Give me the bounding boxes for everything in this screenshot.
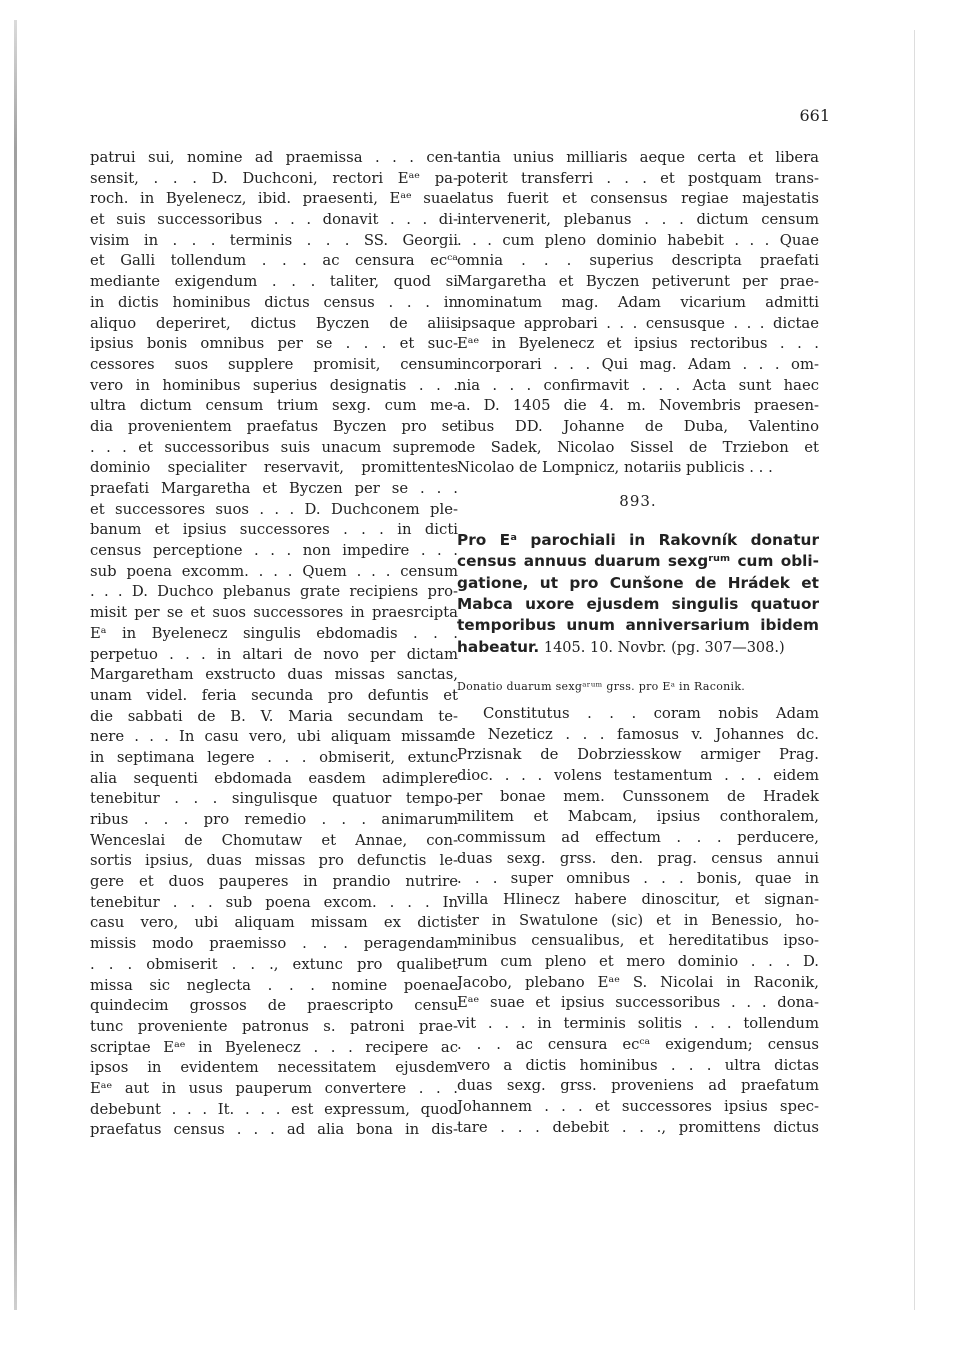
text-line: praefati Margaretha et Byczen per se . . .	[90, 480, 458, 497]
text-line: aliquo deperiret, dictus Byczen de aliis	[90, 314, 458, 332]
text-line: roch. in Byelenecz, ibid. praesenti, Eᵃᵉ suae	[90, 190, 458, 208]
text-line: ter in Swatulone (sic) et in Benessio, ho-	[457, 911, 819, 929]
text-line: praefatus census . . . ad alia bona in dis-	[90, 1121, 458, 1139]
text-line: ipsaque approbari . . . censusque . . . dictae	[457, 314, 819, 332]
text-line: tantia unius milliaris aeque certa et libera	[457, 149, 819, 166]
heading-line: census annuus duarum sexgʳᵘᵐ cum obli-	[457, 552, 819, 571]
document-number: 893.	[619, 492, 657, 510]
text-line: per bonae mem. Cunssonem de Hradek	[457, 787, 819, 805]
text-line: unam videl. feria secunda pro defuntis et	[90, 686, 458, 704]
scan-margin-line	[914, 30, 915, 1310]
text-line: tare . . . debebit . . ., promittens dictus	[457, 1118, 819, 1136]
text-line: dioc. . . . volens testamentum . . . eidem	[457, 766, 819, 784]
text-line: alia sequenti ebdomada easdem adimplere	[90, 769, 458, 787]
text-line: . . . ac censura ecᶜᵃ exigendum; census	[457, 1035, 819, 1053]
text-line: dia provenientem praefatus Byczen pro se	[90, 417, 458, 435]
text-line: . . . obmiserit . . ., extunc pro qualibet	[90, 955, 458, 973]
text-line: ipsius bonis omnibus per se . . . et suc-	[90, 335, 458, 353]
text-line: poterit transferri . . . et postquam trans-	[457, 169, 819, 187]
text-line: Constitutus . . . coram nobis Adam	[483, 704, 819, 722]
text-line: in septimana legere . . . obmiserit, extunc	[90, 748, 458, 766]
text-line: scriptae Eᵃᵉ in Byelenecz . . . recipere ac	[90, 1038, 458, 1056]
text-line: ipsos in evidentem necessitatem ejusdem	[90, 1059, 458, 1077]
text-line: patrui sui, nomine ad praemissa . . . cen-	[90, 149, 458, 166]
text-line: intervenerit, plebanus . . . dictum censum	[457, 211, 819, 229]
text-line: . . . cum pleno dominio habebit . . . Quae	[457, 231, 819, 249]
text-line: Margaretham exstructo duas missas sanctas,	[90, 666, 458, 684]
text-line: omnia . . . superius descripta praefati	[457, 252, 819, 270]
text-line: Eᵃ in Byelenecz singulis ebdomadis . . .	[90, 624, 458, 642]
text-line: Eᵃᵉ aut in usus pauperum convertere . . .	[90, 1079, 458, 1097]
document-heading	[457, 530, 819, 659]
text-line: tenebitur . . . singulisque quatuor tempo-	[90, 790, 458, 808]
text-line: die sabbati de B. V. Maria secundam te-	[90, 707, 458, 725]
text-line: de Nezeticz . . . famosus v. Johannes dc.	[457, 725, 819, 743]
text-line: . . . super omnibus . . . bonis, quae in	[457, 870, 819, 888]
text-line: misit per se et suos successores in praesrcipta	[90, 604, 458, 622]
heading-date: 1405. 10. Novbr. (pg. 307—308.)	[539, 639, 785, 656]
text-line: in dictis hominibus dictus census . . . in	[90, 293, 458, 311]
text-line: tenebitur . . . sub poena excom. . . . In	[90, 893, 458, 911]
text-line: banum et ipsius successores . . . in dicti	[90, 521, 458, 539]
text-line: visim in . . . terminis . . . SS. Georgii	[90, 231, 458, 249]
text-line: dominio specialiter reservavit, promittentes	[90, 459, 458, 477]
text-line: mediante exigendum . . . taliter, quod si	[90, 273, 458, 291]
text-line: Margaretha et Byczen petiverunt per prae-	[457, 273, 819, 291]
text-line: missa sic neglecta . . . nomine poenae	[90, 976, 458, 994]
text-line: gere et duos pauperes in prandio nutrire	[90, 873, 458, 891]
heading-line: temporibus unum anniversarium ibidem	[457, 616, 819, 635]
heading-line: Mabca uxore ejusdem singulis quatuor	[457, 594, 819, 613]
heading-last-bold: habeatur.	[457, 637, 540, 656]
scan-binding-edge	[14, 20, 17, 1310]
text-line: missis modo praemisso . . . peragendam	[90, 935, 458, 953]
text-line: ultra dictum censum trium sexg. cum me-	[90, 397, 458, 415]
heading-line: Pro Eᵃ parochiali in Rakovník donatur	[457, 530, 819, 549]
heading-line	[457, 637, 819, 659]
left-column	[90, 148, 458, 1141]
heading-line: gatione, ut pro Cunšone de Hrádek et	[457, 573, 819, 592]
text-line: vit . . . in terminis solitis . . . tollendum	[457, 1015, 819, 1033]
text-line: quindecim grossos de praescripto censu	[90, 997, 458, 1015]
text-line: et successores suos . . . D. Duchconem ple-	[90, 500, 458, 518]
text-line: debebunt . . . It. . . . est expressum, quod	[90, 1100, 458, 1118]
text-line: militem et Mabcam, ipsius conthoralem,	[457, 808, 819, 826]
text-line: de Sadek, Nicolao Sissel de Trziebon et	[457, 438, 819, 456]
text-line: vero a dictis hominibus . . . ultra dictas	[457, 1056, 819, 1074]
text-line: casu vero, ubi aliquam missam ex dictis	[90, 914, 458, 932]
text-line: nominatum mag. Adam vicarium admitti	[457, 293, 819, 311]
text-line: . . . et successoribus suis unacum supremo	[90, 438, 458, 456]
text-line: Eᵃᵉ suae et ipsius successoribus . . . dona-	[457, 994, 819, 1012]
text-line: sensit, . . . D. Duchconi, rectori Eᵃᵉ pa-	[90, 169, 458, 187]
text-line: cessores suos supplere promisit, censum	[90, 355, 458, 373]
text-line: perpetuo . . . in altari de novo per dictam	[90, 645, 458, 663]
text-line: vero in hominibus superius designatis . . .	[90, 376, 458, 394]
text-line: a. D. 1405 die 4. m. Novembris praesen-	[457, 397, 819, 415]
text-line: tunc proveniente patronus s. patroni prae-	[90, 1017, 458, 1035]
text-line: Wenceslai de Chomutaw et Annae, con-	[90, 831, 458, 849]
text-line: census perceptione . . . non impedire . . .	[90, 542, 458, 560]
text-line: nere . . . In casu vero, ubi aliquam missam	[90, 728, 458, 746]
document-summary: Donatio duarum sexgᵃʳᵘᵐ grss. pro Eᵃ in Raconik.	[457, 680, 746, 694]
text-line: et Galli tollendum . . . ac censura ecᶜᵃ	[90, 252, 458, 270]
text-line: latus fuerit et consensus regiae majestatis	[457, 190, 819, 208]
text-line: Nicolao de Lompnicz, notariis publicis . . .	[457, 459, 773, 477]
page-number: 661	[799, 106, 830, 125]
text-line: commissum ad effectum . . . perducere,	[457, 828, 819, 846]
right-column	[457, 148, 819, 1138]
text-line: Przisnak de Dobrziesskow armiger Prag.	[457, 746, 819, 764]
text-line: sub poena excomm. . . . Quem . . . censum	[90, 562, 458, 580]
text-line: duas sexg. grss. den. prag. census annui	[457, 849, 819, 867]
text-line: . . . D. Duchco plebanus grate recipiens pro-	[90, 583, 458, 601]
text-line: et suis successoribus . . . donavit . . . di-	[90, 211, 458, 229]
text-line: villa Hlinecz habere dinoscitur, et signan-	[457, 891, 819, 909]
text-line: tibus DD. Johanne de Duba, Valentino	[457, 417, 819, 435]
text-line: Jacobo, plebano Eᵃᵉ S. Nicolai in Raconik,	[457, 973, 819, 991]
text-line: minibus censualibus, et hereditatibus ipso-	[457, 932, 819, 950]
text-line: duas sexg. grss. proveniens ad praefatum	[457, 1077, 819, 1095]
text-line: Johannem . . . et successores ipsius spec-	[457, 1097, 819, 1115]
text-line: rum cum pleno et mero dominio . . . D.	[457, 953, 819, 971]
text-line: sortis ipsius, duas missas pro defunctis le-	[90, 852, 458, 870]
text-line: incorporari . . . Qui mag. Adam . . . om-	[457, 355, 819, 373]
text-line: nia . . . confirmavit . . . Acta sunt haec	[457, 376, 819, 394]
text-line: ribus . . . pro remedio . . . animarum	[90, 811, 458, 828]
text-line: Eᵃᵉ in Byelenecz et ipsius rectoribus . . .	[457, 335, 819, 353]
